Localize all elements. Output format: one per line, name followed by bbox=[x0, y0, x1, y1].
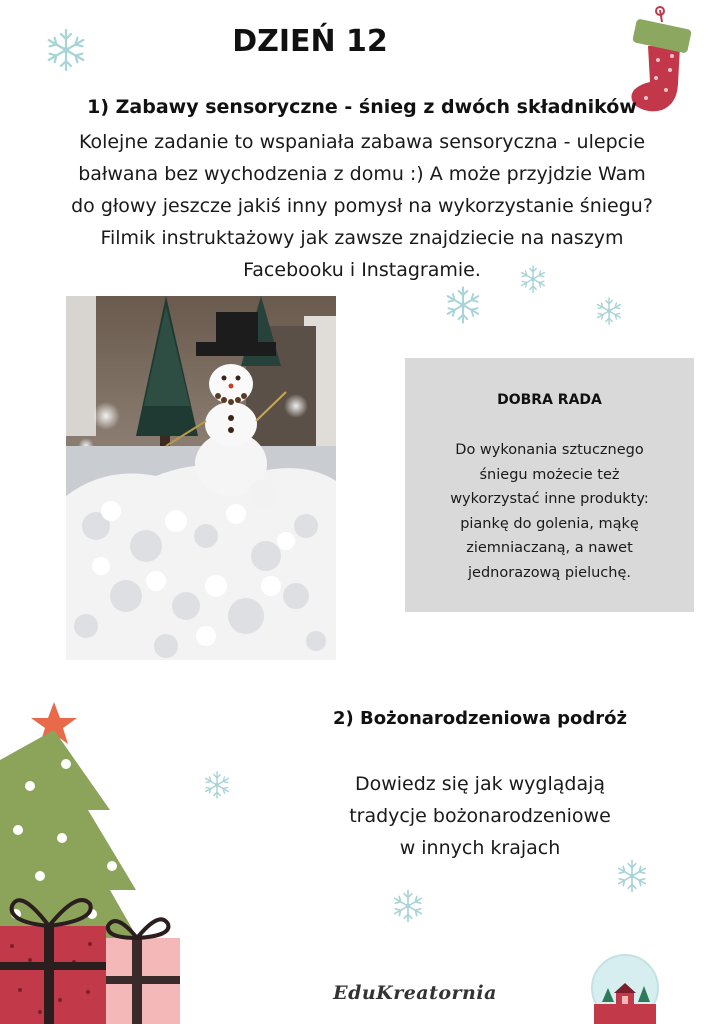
tip-line: Do wykonania sztucznego bbox=[455, 442, 644, 458]
section1-line: do głowy jeszcze jakiś inny pomysł na wykorzystanie śniegu? bbox=[71, 195, 653, 217]
brand-logo: EduKreatornia bbox=[333, 982, 497, 1004]
page-title: DZIEŃ 12 bbox=[232, 24, 388, 59]
section2-heading: 2) Bożonarodzeniowa podróż bbox=[333, 708, 627, 729]
section1-text bbox=[20, 126, 704, 286]
tip-title: DOBRA RADA bbox=[497, 392, 602, 408]
tip-line: wykorzystać inne produkty: bbox=[450, 491, 649, 507]
snowflake-icon bbox=[440, 282, 486, 328]
christmas-tree-icon bbox=[0, 700, 200, 1024]
snowflake-icon bbox=[388, 886, 428, 926]
snow-globe-icon bbox=[588, 952, 662, 1024]
section1-line: Filmik instruktażowy jak zawsze znajdziecie na naszym bbox=[100, 227, 624, 249]
section1-line: bałwana bez wychodzenia z domu :) A może przyjdzie Wam bbox=[78, 163, 646, 185]
section2-line: tradycje bożonarodzeniowe bbox=[349, 805, 611, 827]
tip-text bbox=[425, 438, 674, 585]
section1-line: Facebooku i Instagramie. bbox=[243, 259, 481, 281]
snowflake-icon bbox=[200, 768, 234, 802]
section1-line: Kolejne zadanie to wspaniała zabawa sensoryczna - ulepcie bbox=[78, 131, 646, 153]
section2-line: w innych krajach bbox=[399, 837, 561, 859]
tip-line: śniegu możecie też bbox=[479, 466, 620, 483]
section2-text bbox=[300, 768, 660, 864]
tip-line: jednorazową pieluchę. bbox=[468, 564, 631, 581]
snowman-photo bbox=[66, 296, 336, 660]
snowflake-icon bbox=[592, 294, 626, 328]
tip-line: ziemniaczaną, a nawet bbox=[466, 540, 633, 556]
section1-heading: 1) Zabawy sensoryczne - śnieg z dwóch składników bbox=[87, 96, 637, 118]
snowflake-icon bbox=[40, 24, 92, 76]
section2-line: Dowiedz się jak wyglądają bbox=[354, 773, 606, 795]
tip-line: piankę do golenia, mąkę bbox=[460, 515, 639, 532]
